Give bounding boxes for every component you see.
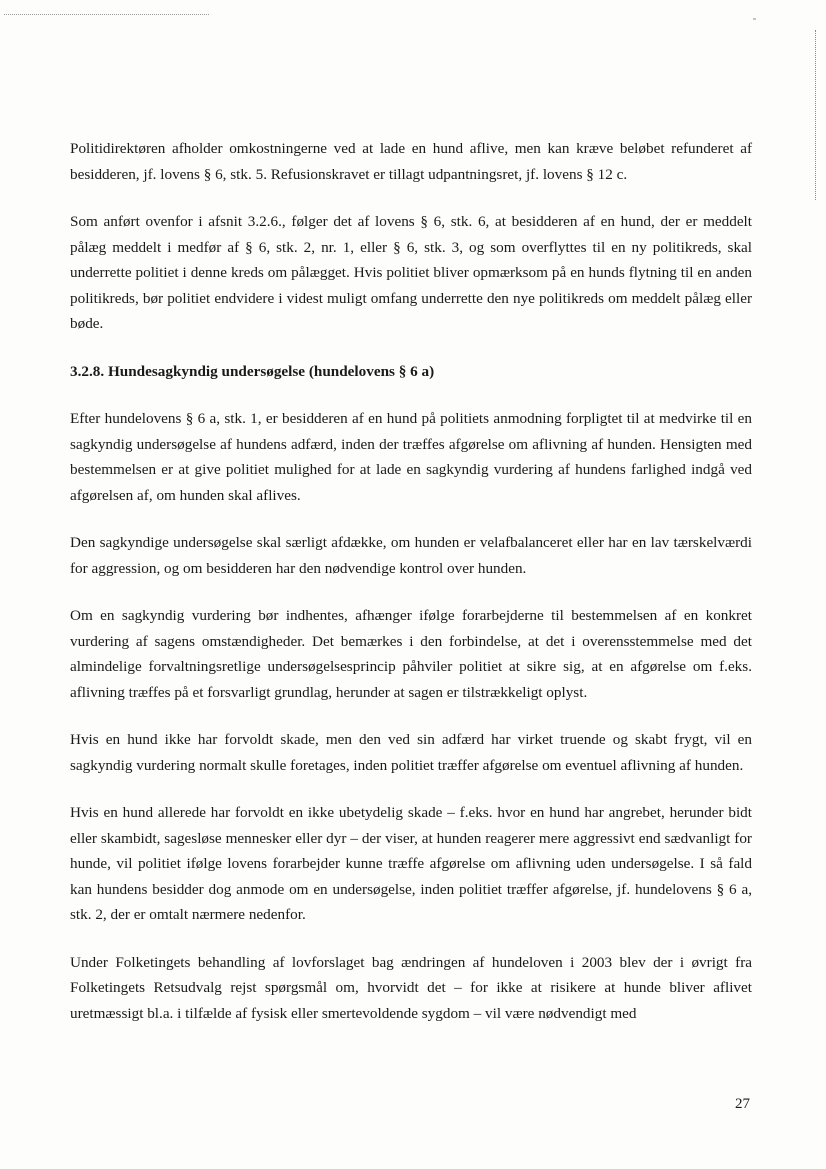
document-body: [70, 136, 752, 1048]
paragraph-truende-adfaerd: Hvis en hund ikke har forvoldt skade, men den ved sin adfærd har virket truende og skabt frygt, vil en sagkyndig vurdering normalt skulle foretages, inden politiet træffer afgørelse om eventuel aflivning af hunden.: [70, 731, 752, 774]
scan-artifact-right: [815, 30, 816, 200]
paragraph-flytning: Som anført ovenfor i afsnit 3.2.6., følger det af lovens § 6, stk. 6, at besidderen af en hund, der er meddelt pålæg meddelt i medfør af § 6, stk. 2, nr. 1, eller § 6, stk. 3, og som overflyttes til en ny politikreds, skal underrette politiet i denne kreds om pålægget. Hvis politiet bliver opmærksom på en hunds flytning til en anden politikreds, bør politiet endvidere i videst muligt omfang underrette den nye politikreds om meddelt pålæg eller bøde.: [70, 213, 752, 332]
paragraph-folketinget: Under Folketingets behandling af lovforslaget bag ændringen af hundeloven i 2003 blev der i øvrigt fra Folketingets Retsudvalg rejst spørgsmål om, hvorvidt det – for ikke at risikere at hunde bliver aflivet uretmæssigt bl.a. i tilfælde af fysisk eller smertevoldende sygdom – vil være nødvendigt med: [70, 953, 752, 1022]
section-heading: 3.2.8. Hundesagkyndig undersøgelse (hundelovens § 6 a): [70, 362, 435, 380]
paragraph-refusion: Politidirektøren afholder omkostningerne ved at lade en hund aflive, men kan kræve beløbet refunderet af besidderen, jf. lovens § 6, stk. 5. Refusionskravet er tillagt udpantningsret, jf. lovens § 12 c.: [70, 140, 752, 183]
paragraph-vurdering: Om en sagkyndig vurdering bør indhentes, afhænger ifølge forarbejderne til bestemmelsen af en konkret vurdering af sagens omstændigheder. Det bemærkes i den forbindelse, at det i overensstemmelse med det almindelige forvaltningsretlige undersøgelsesprincip påhviler politiet at sikre sig, at en afgørelse om f.eks. aflivning træffes på et forsvarligt grundlag, herunder at sagen er tilstrækkeligt oplyst.: [70, 607, 752, 701]
scan-artifact-mark: [753, 18, 756, 20]
page-number: 27: [735, 1096, 750, 1112]
scan-artifact-top: [4, 14, 209, 15]
paragraph-medvirkning: Efter hundelovens § 6 a, stk. 1, er besidderen af en hund på politiets anmodning forpligtet til at medvirke til en sagkyndig undersøgelse af hundens adfærd, inden der træffes afgørelse om aflivning af hunden. Hensigten med bestemmelsen er at give politiet mulighed for at lade en sagkyndig vurdering af hundens farlighed indgå ved afgørelsen af, om hunden skal aflives.: [70, 410, 752, 504]
paragraph-forvoldt-skade: Hvis en hund allerede har forvoldt en ikke ubetydelig skade – f.eks. hvor en hund har angrebet, herunder bidt eller skambidt, sagesløse mennesker eller dyr – der viser, at hunden reagerer mere aggressivt end sædvanligt for hunde, vil politiet ifølge lovens forarbejder kunne træffe afgørelse om aflivning uden undersøgelse. I så fald kan hundens besidder dog anmode om en undersøgelse, inden politiet træffer afgørelse, jf. hundelovens § 6 a, stk. 2, der er omtalt nærmere nedenfor.: [70, 804, 752, 923]
paragraph-undersoegelse: Den sagkyndige undersøgelse skal særligt afdække, om hunden er velafbalanceret eller har en lav tærskelværdi for aggression, og om besidderen har den nødvendige kontrol over hunden.: [70, 534, 752, 577]
